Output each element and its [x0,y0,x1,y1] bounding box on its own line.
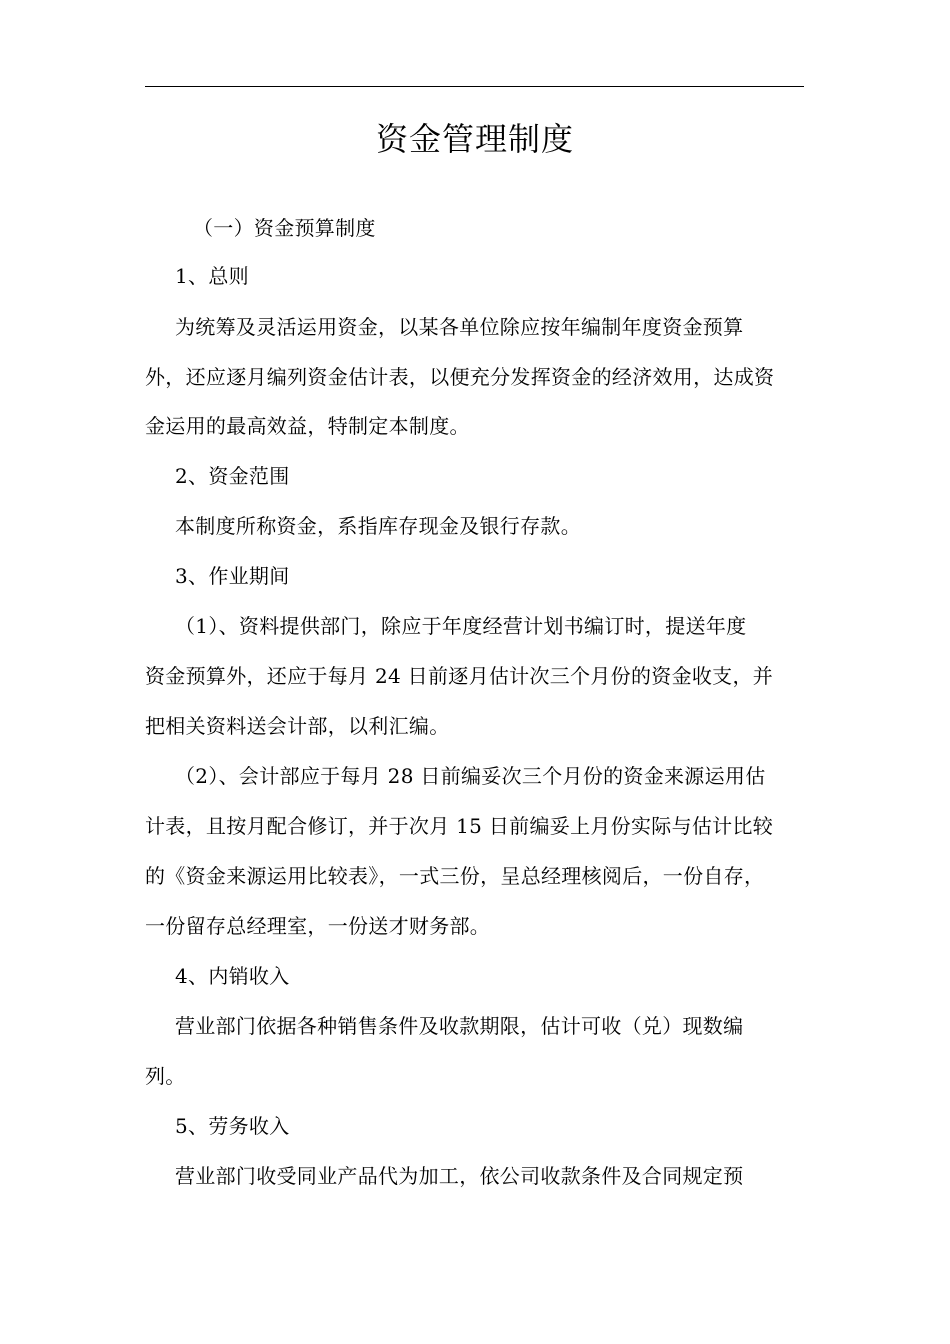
paragraph-line: 的《资金来源运用比较表》，一式三份，呈总经理核阅后，一份自存， [145,864,765,888]
paragraph-line: 为统筹及灵活运用资金，以某各单位除应按年编制年度资金预算 [175,315,744,339]
paragraph-line: 资金预算外，还应于每月 24 日前逐月估计次三个月份的资金收支，并 [145,664,774,688]
paragraph-line: 本制度所称资金，系指库存现金及银行存款。 [175,514,581,538]
paragraph-line: 外，还应逐月编列资金估计表，以便充分发挥资金的经济效用，达成资 [145,365,775,389]
paragraph-line: 营业部门收受同业产品代为加工，依公司收款条件及合同规定预 [175,1164,744,1188]
clause-heading: 1、总则 [175,264,249,288]
paragraph-line: 一份留存总经理室，一份送才财务部。 [145,914,491,938]
section-heading: （一）资金预算制度 [193,216,376,240]
paragraph-line: 把相关资料送会计部，以利汇编。 [145,714,450,738]
paragraph-line: （2）、会计部应于每月 28 日前编妥次三个月份的资金来源运用估 [175,764,766,788]
paragraph-line: 营业部门依据各种销售条件及收款期限，估计可收（兑）现数编 [175,1014,744,1038]
paragraph-line: 列。 [145,1064,186,1088]
clause-heading: 2、资金范围 [175,464,290,488]
document-title: 资金管理制度 [375,120,574,158]
clause-heading: 3、作业期间 [175,564,290,588]
paragraph-line: 金运用的最高效益，特制定本制度。 [145,414,470,438]
clause-heading: 4、内销收入 [175,964,290,988]
paragraph-line: （1）、资料提供部门，除应于年度经营计划书编订时，提送年度 [175,614,747,638]
paragraph-line: 计表，且按月配合修订，并于次月 15 日前编妥上月份实际与估计比较 [145,814,774,838]
clause-heading: 5、劳务收入 [175,1114,290,1138]
header-rule [145,86,804,87]
